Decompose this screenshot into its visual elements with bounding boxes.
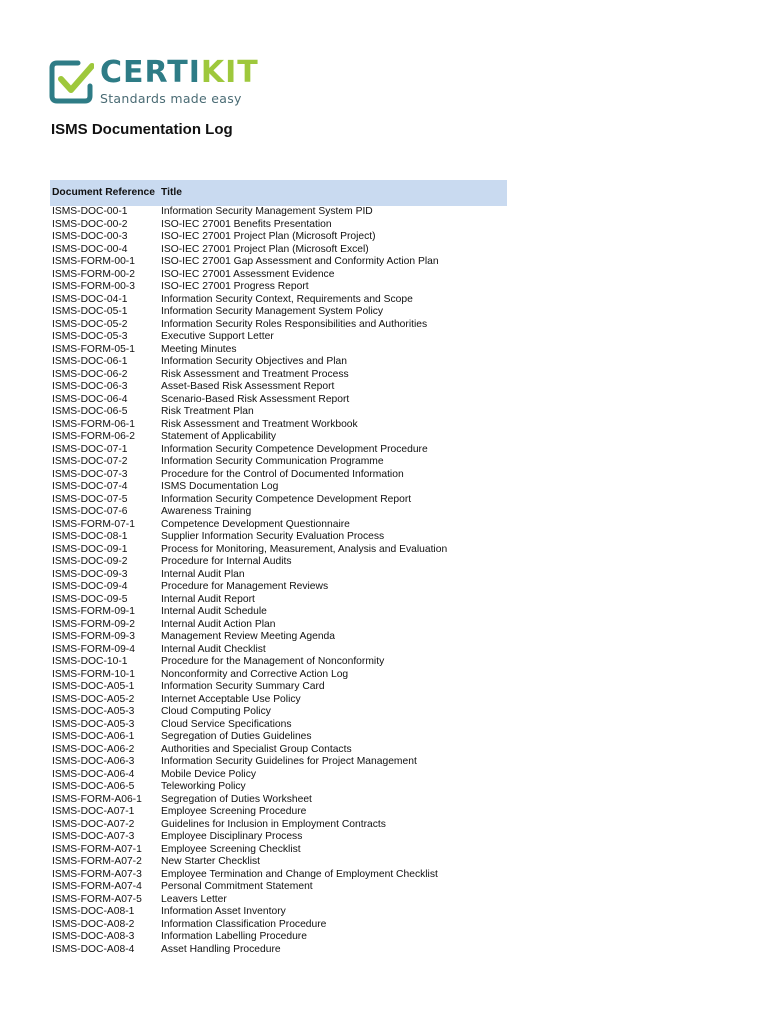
document-reference-cell: ISMS-DOC-A07-2: [52, 818, 135, 830]
brand-name-main: CERTI: [100, 55, 201, 90]
table-row: [50, 656, 507, 669]
document-title-cell: Procedure for Internal Audits: [161, 556, 292, 567]
table-row: [50, 881, 507, 894]
document-reference-cell: ISMS-DOC-A05-1: [52, 681, 135, 692]
document-title-cell: Risk Assessment and Treatment Process: [161, 368, 349, 380]
document-title-cell: Teleworking Policy: [161, 781, 246, 792]
table-row: [50, 856, 507, 869]
table-row: [50, 506, 507, 519]
document-reference-cell: ISMS-DOC-09-1: [52, 543, 128, 555]
document-reference-cell: ISMS-FORM-09-4: [52, 643, 135, 655]
document-title-cell: Mobile Device Policy: [161, 768, 256, 780]
document-title-cell: Personal Commitment Statement: [161, 881, 313, 892]
document-title-cell: Risk Treatment Plan: [161, 406, 254, 417]
table-row: [50, 456, 507, 469]
document-reference-cell: ISMS-DOC-A06-2: [52, 743, 135, 755]
document-reference-cell: ISMS-FORM-06-2: [52, 431, 135, 442]
document-reference-cell: ISMS-DOC-A06-4: [52, 768, 135, 780]
table-row: [50, 781, 507, 794]
table-row: [50, 481, 507, 494]
document-reference-cell: ISMS-DOC-07-1: [52, 443, 128, 455]
document-reference-cell: ISMS-DOC-09-3: [52, 568, 128, 580]
document-title-cell: Competence Development Questionnaire: [161, 518, 350, 530]
document-reference-cell: ISMS-DOC-A06-3: [52, 756, 135, 767]
document-reference-cell: ISMS-DOC-06-4: [52, 393, 128, 405]
document-reference-cell: ISMS-DOC-A05-3: [52, 706, 135, 717]
document-title-cell: Executive Support Letter: [161, 331, 274, 342]
document-reference-cell: ISMS-DOC-05-3: [52, 331, 128, 342]
table-row: [50, 356, 507, 369]
table-row: [50, 944, 507, 957]
column-header-title: Title: [159, 180, 507, 206]
table-row: [50, 231, 507, 244]
document-title-cell: Information Labelling Procedure: [161, 931, 307, 942]
document-title-cell: Information Security Context, Requirements and Scope: [161, 293, 413, 305]
document-title-cell: Information Security Roles Responsibilities and Authorities: [161, 318, 428, 330]
document-title-cell: Employee Screening Procedure: [161, 806, 307, 817]
table-row: [50, 294, 507, 307]
document-reference-cell: ISMS-DOC-00-3: [52, 231, 128, 242]
document-title-cell: Procedure for the Management of Nonconformity: [161, 656, 385, 667]
document-reference-cell: ISMS-DOC-07-2: [52, 456, 128, 467]
table-row: [50, 869, 507, 882]
table-row: [50, 469, 507, 482]
table-row: [50, 494, 507, 507]
table-row: [50, 431, 507, 444]
table-row: [50, 244, 507, 257]
table-row: [50, 306, 507, 319]
document-title-cell: Internal Audit Schedule: [161, 606, 267, 617]
table-row: [50, 669, 507, 682]
document-title-cell: Supplier Information Security Evaluation Process: [161, 531, 385, 542]
document-title-cell: Leavers Letter: [161, 893, 227, 905]
table-row: [50, 556, 507, 569]
document-title-cell: Information Security Guidelines for Project Management: [161, 756, 417, 767]
document-title-cell: Information Security Management System PID: [161, 206, 373, 217]
document-title-cell: Internal Audit Checklist: [161, 643, 266, 655]
document-reference-cell: ISMS-FORM-07-1: [52, 518, 135, 530]
document-reference-cell: ISMS-DOC-A06-1: [52, 731, 135, 742]
table-row: [50, 206, 507, 219]
table-body: [50, 206, 507, 956]
document-reference-cell: ISMS-DOC-06-3: [52, 381, 128, 392]
table-row: [50, 906, 507, 919]
document-title-cell: Employee Termination and Change of Employment Checklist: [161, 868, 438, 880]
document-title-cell: Employee Disciplinary Process: [161, 831, 303, 842]
document-title-cell: Scenario-Based Risk Assessment Report: [161, 393, 350, 405]
document-reference-cell: ISMS-FORM-A06-1: [52, 793, 142, 805]
document-title-cell: New Starter Checklist: [161, 856, 260, 867]
document-title-cell: Procedure for Management Reviews: [161, 581, 329, 592]
table-row: [50, 731, 507, 744]
document-reference-cell: ISMS-FORM-00-2: [52, 268, 135, 280]
table-row: [50, 544, 507, 557]
document-reference-cell: ISMS-DOC-07-4: [52, 481, 128, 492]
table-row: [50, 894, 507, 907]
document-reference-cell: ISMS-DOC-A06-5: [52, 781, 135, 792]
document-reference-cell: ISMS-DOC-09-4: [52, 581, 128, 592]
table-row: [50, 794, 507, 807]
document-reference-cell: ISMS-FORM-00-3: [52, 281, 135, 292]
document-title-cell: ISO-IEC 27001 Benefits Presentation: [161, 218, 332, 230]
page-title: ISMS Documentation Log: [51, 121, 233, 138]
document-title-cell: Cloud Computing Policy: [161, 706, 271, 717]
table-row: [50, 369, 507, 382]
document-reference-cell: ISMS-FORM-09-3: [52, 631, 135, 642]
document-title-cell: Segregation of Duties Worksheet: [161, 793, 312, 805]
table-row: [50, 281, 507, 294]
document-title-cell: Asset Handling Procedure: [161, 943, 281, 955]
table-row: [50, 319, 507, 332]
document-reference-cell: ISMS-DOC-06-1: [52, 356, 128, 367]
table-header-row: [50, 180, 507, 206]
table-row: [50, 631, 507, 644]
table-row: [50, 694, 507, 707]
brand-name-accent: KIT: [200, 55, 259, 90]
table-row: [50, 919, 507, 932]
document-title-cell: Management Review Meeting Agenda: [161, 631, 336, 642]
document-title-cell: Information Security Management System Policy: [161, 306, 384, 317]
document-title-cell: Information Security Competence Development Procedure: [161, 443, 428, 455]
document-title-cell: Information Security Summary Card: [161, 681, 325, 692]
table-row: [50, 569, 507, 582]
table-row: [50, 931, 507, 944]
table-row: [50, 831, 507, 844]
document-title-cell: Guidelines for Inclusion in Employment Contracts: [161, 818, 386, 830]
document-reference-cell: ISMS-FORM-05-1: [52, 343, 135, 355]
document-reference-cell: ISMS-DOC-A07-3: [52, 831, 135, 842]
document-reference-cell: ISMS-FORM-09-2: [52, 618, 135, 630]
document-reference-cell: ISMS-DOC-A08-4: [52, 943, 135, 955]
table-row: [50, 744, 507, 757]
document-reference-cell: ISMS-DOC-04-1: [52, 293, 128, 305]
document-reference-cell: ISMS-DOC-A08-2: [52, 918, 135, 930]
document-title-cell: Information Asset Inventory: [161, 906, 286, 917]
document-reference-cell: ISMS-DOC-A08-3: [52, 931, 135, 942]
document-title-cell: Authorities and Specialist Group Contacts: [161, 743, 352, 755]
document-title-cell: Statement of Applicability: [161, 431, 277, 442]
table-row: [50, 844, 507, 857]
table-row: [50, 519, 507, 532]
document-title-cell: Information Classification Procedure: [161, 918, 327, 930]
table-row: [50, 219, 507, 232]
table-row: [50, 681, 507, 694]
document-reference-cell: ISMS-FORM-10-1: [52, 668, 135, 680]
table-row: [50, 581, 507, 594]
document-reference-cell: ISMS-DOC-07-3: [52, 468, 128, 480]
document-title-cell: Information Security Competence Development Report: [161, 493, 412, 505]
document-reference-cell: ISMS-DOC-08-1: [52, 531, 128, 542]
table-row: [50, 594, 507, 607]
table-row: [50, 269, 507, 282]
document-reference-cell: ISMS-DOC-07-5: [52, 493, 128, 505]
brand-tagline: Standards made easy: [100, 91, 242, 106]
table-row: [50, 706, 507, 719]
table-row: [50, 331, 507, 344]
document-title-cell: Procedure for the Control of Documented Information: [161, 468, 404, 480]
table-header: [50, 180, 507, 206]
document-title-cell: Asset-Based Risk Assessment Report: [161, 381, 335, 392]
document-reference-cell: ISMS-DOC-06-5: [52, 406, 128, 417]
checkbox-check-icon: [48, 59, 94, 105]
document-title-cell: Awareness Training: [161, 506, 252, 517]
document-title-cell: Internal Audit Plan: [161, 568, 245, 580]
logo-text: [100, 55, 259, 106]
document-reference-cell: ISMS-DOC-09-5: [52, 593, 128, 605]
column-header-document-reference: Document Reference: [50, 180, 159, 206]
document-title-cell: ISO-IEC 27001 Assessment Evidence: [161, 268, 335, 280]
document-reference-cell: ISMS-DOC-00-1: [52, 206, 128, 217]
table-row: [50, 406, 507, 419]
table-row: [50, 606, 507, 619]
document-reference-cell: ISMS-DOC-09-2: [52, 556, 128, 567]
table-row: [50, 806, 507, 819]
document-reference-cell: ISMS-DOC-A07-1: [52, 806, 135, 817]
document-reference-cell: ISMS-FORM-A07-4: [52, 881, 142, 892]
document-reference-cell: ISMS-FORM-A07-1: [52, 843, 142, 855]
document-reference-cell: ISMS-DOC-07-6: [52, 506, 128, 517]
table-row: [50, 819, 507, 832]
document-title-cell: ISO-IEC 27001 Gap Assessment and Conformity Action Plan: [161, 256, 439, 267]
table-row: [50, 719, 507, 732]
document-reference-cell: ISMS-FORM-00-1: [52, 256, 135, 267]
document-title-cell: ISMS Documentation Log: [161, 481, 279, 492]
document-title-cell: Information Security Objectives and Plan: [161, 356, 348, 367]
brand-name: [100, 55, 259, 90]
document-title-cell: ISO-IEC 27001 Project Plan (Microsoft Excel): [161, 243, 369, 255]
table-row: [50, 344, 507, 357]
document-title-cell: Risk Assessment and Treatment Workbook: [161, 418, 358, 430]
document-reference-cell: ISMS-FORM-06-1: [52, 418, 135, 430]
table-row: [50, 644, 507, 657]
document-reference-cell: ISMS-DOC-05-2: [52, 318, 128, 330]
table-row: [50, 256, 507, 269]
certikit-logo: [48, 55, 259, 106]
document-reference-cell: ISMS-DOC-A05-2: [52, 693, 135, 705]
document-title-cell: Internal Audit Report: [161, 593, 255, 605]
document-reference-cell: ISMS-DOC-06-2: [52, 368, 128, 380]
documentation-log-table: [50, 180, 507, 956]
document-title-cell: Segregation of Duties Guidelines: [161, 731, 312, 742]
table-row: [50, 381, 507, 394]
table-row: [50, 769, 507, 782]
document-title-cell: Cloud Service Specifications: [161, 718, 292, 730]
table-row: [50, 394, 507, 407]
table-row: [50, 444, 507, 457]
document-reference-cell: ISMS-FORM-A07-5: [52, 893, 142, 905]
table-row: [50, 619, 507, 632]
document-title-cell: ISO-IEC 27001 Project Plan (Microsoft Project): [161, 231, 376, 242]
document-title-cell: Meeting Minutes: [161, 343, 237, 355]
document-reference-cell: ISMS-FORM-A07-2: [52, 856, 142, 867]
document-reference-cell: ISMS-DOC-A05-3: [52, 718, 135, 730]
document-reference-cell: ISMS-FORM-09-1: [52, 606, 135, 617]
document-reference-cell: ISMS-DOC-10-1: [52, 656, 128, 667]
table-row: [50, 756, 507, 769]
document-title-cell: Employee Screening Checklist: [161, 843, 301, 855]
document-reference-cell: ISMS-DOC-A08-1: [52, 906, 135, 917]
document-reference-cell: ISMS-DOC-05-1: [52, 306, 128, 317]
document-reference-cell: ISMS-DOC-00-4: [52, 243, 128, 255]
document-title-cell: Nonconformity and Corrective Action Log: [161, 668, 349, 680]
table-row: [50, 419, 507, 432]
document-title-cell: ISO-IEC 27001 Progress Report: [161, 281, 309, 292]
document-title-cell: Internet Acceptable Use Policy: [161, 693, 301, 705]
document-reference-cell: ISMS-DOC-00-2: [52, 218, 128, 230]
document-title-cell: Information Security Communication Programme: [161, 456, 384, 467]
document-title-cell: Internal Audit Action Plan: [161, 618, 276, 630]
table-row: [50, 531, 507, 544]
document-reference-cell: ISMS-FORM-A07-3: [52, 868, 142, 880]
document-title-cell: Process for Monitoring, Measurement, Analysis and Evaluation: [161, 543, 448, 555]
